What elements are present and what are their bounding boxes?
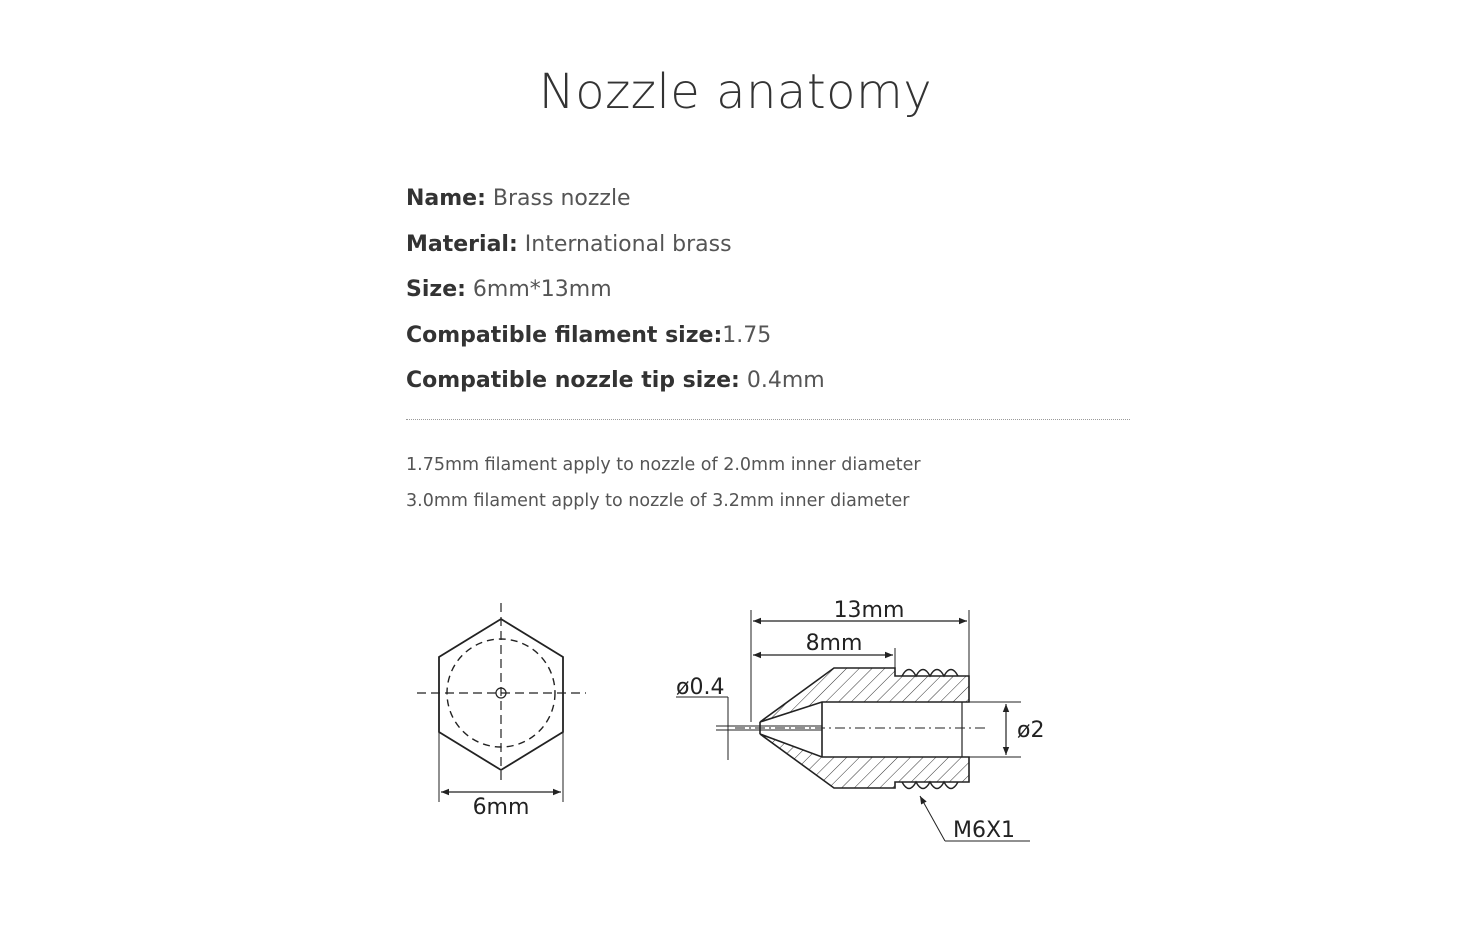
- length-label: 13mm: [833, 598, 905, 623]
- spec-value: Brass nozzle: [492, 186, 631, 211]
- spec-value: 1.75: [722, 322, 772, 348]
- body-label: 8mm: [805, 631, 863, 656]
- note-line: 1.75mm filament apply to nozzle of 2.0mm inner diameter: [406, 455, 921, 475]
- hex-width-label: 6mm: [472, 795, 530, 820]
- page-title: Nozzle anatomy: [538, 64, 933, 120]
- spec-value: 0.4mm: [746, 368, 825, 393]
- spec-value: 6mm*13mm: [472, 277, 612, 302]
- thread-bottom: [902, 782, 958, 789]
- thread-label: M6X1: [953, 818, 1016, 843]
- bore-label: ø2: [1017, 718, 1045, 743]
- section-top: [760, 668, 969, 722]
- spec-label: Compatible nozzle tip size:: [406, 368, 740, 393]
- thread-leader: [920, 796, 945, 841]
- spec-label: Material:: [406, 231, 518, 257]
- spec-label: Name:: [406, 186, 486, 211]
- note-line: 3.0mm filament apply to nozzle of 3.2mm inner diameter: [406, 491, 910, 511]
- hex-view: [417, 603, 586, 820]
- section-bottom: [760, 734, 969, 788]
- tip-label: ø0.4: [676, 675, 725, 700]
- spec-label: Size:: [406, 277, 466, 302]
- spec-label: Compatible filament size:: [406, 322, 723, 348]
- spec-value: International brass: [524, 231, 732, 257]
- thread-top: [902, 670, 958, 677]
- side-view: [676, 598, 1044, 843]
